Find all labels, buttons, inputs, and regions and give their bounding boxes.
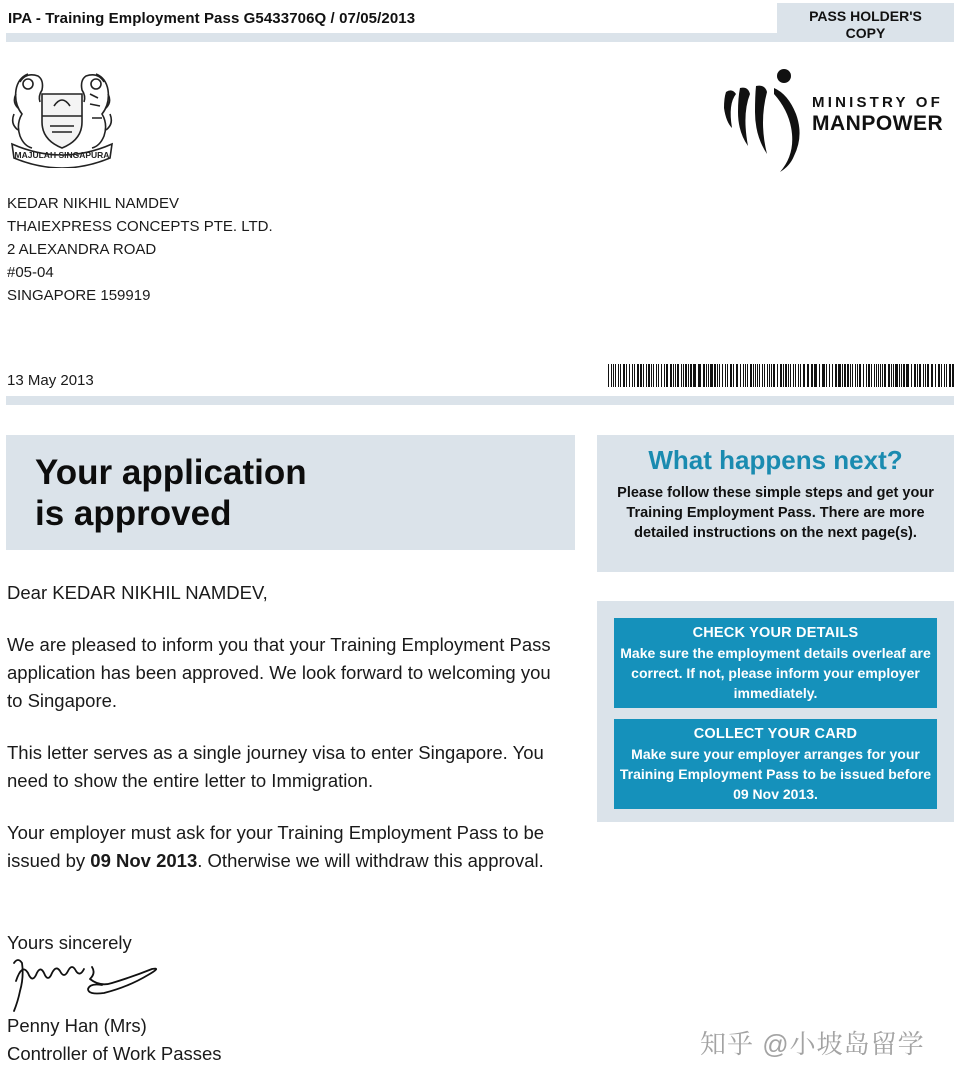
barcode-icon: [608, 364, 955, 387]
step-title: COLLECT YOUR CARD: [693, 726, 858, 742]
deadline-text-before: Your employer must ask for your Training Employment Pass to be issued by: [7, 822, 545, 871]
salutation: Dear KEDAR NIKHIL NAMDEV,: [7, 582, 268, 603]
section-rule: [6, 396, 954, 405]
approval-heading: [35, 452, 307, 534]
address-line: #05-04: [7, 264, 54, 281]
address-line: THAIEXPRESS CONCEPTS PTE. LTD.: [7, 218, 273, 235]
approval-heading-line1: Your application: [35, 453, 307, 492]
pass-holder-copy-tab: [777, 3, 954, 42]
address-line: KEDAR NIKHIL NAMDEV: [7, 195, 179, 212]
copy-tab-line1: PASS HOLDER'S: [809, 8, 922, 24]
watermark: 知乎 @小坡岛留学: [700, 1029, 925, 1059]
closing: Yours sincerely: [7, 932, 132, 953]
paragraph-deadline: [7, 819, 567, 875]
copy-tab-line2: COPY: [845, 25, 886, 41]
step-body: Make sure the employment details overleaf are correct. If not, please inform your employer immediately.: [620, 645, 931, 701]
step-title: CHECK YOUR DETAILS: [692, 625, 859, 641]
deadline-date: 09 Nov 2013: [90, 850, 198, 871]
address-line: 2 ALEXANDRA ROAD: [7, 241, 157, 258]
signer-name: Penny Han (Mrs): [7, 1015, 147, 1036]
document-title: IPA - Training Employment Pass G5433706Q / 07/05/2013: [8, 10, 416, 27]
signer-title: Controller of Work Passes: [7, 1043, 222, 1064]
mom-line1: MINISTRY OF: [812, 94, 944, 111]
mom-wordmark: [812, 94, 943, 136]
step-check-details: [614, 618, 937, 708]
next-steps-intro: Please follow these simple steps and get your Training Employment Pass. There are more detailed instructions on the next page(s).: [617, 485, 934, 541]
address-line: SINGAPORE 159919: [7, 287, 151, 304]
deadline-text-after: . Otherwise we will withdraw this approval.: [197, 850, 544, 871]
singapore-crest-icon: [6, 64, 118, 168]
crest-motto: MAJULAH SINGAPURA: [14, 150, 110, 160]
step-body: Make sure your employer arranges for your Training Employment Pass to be issued before 09 Nov 2013.: [619, 746, 932, 802]
next-steps-title: What happens next?: [648, 445, 903, 475]
paragraph-approval: We are pleased to inform you that your Training Employment Pass application has been approved. We look forward to welcoming you to Singapore.: [7, 634, 551, 711]
letter-date: 13 May 2013: [7, 372, 94, 389]
signature-icon: [8, 955, 168, 1015]
mom-line2: MANPOWER: [812, 112, 944, 135]
paragraph-visa: This letter serves as a single journey visa to enter Singapore. You need to show the entire letter to Immigration.: [7, 742, 544, 791]
step-collect-card: [614, 719, 937, 809]
approval-heading-line2: is approved: [35, 494, 232, 533]
recipient-address: [7, 192, 273, 307]
